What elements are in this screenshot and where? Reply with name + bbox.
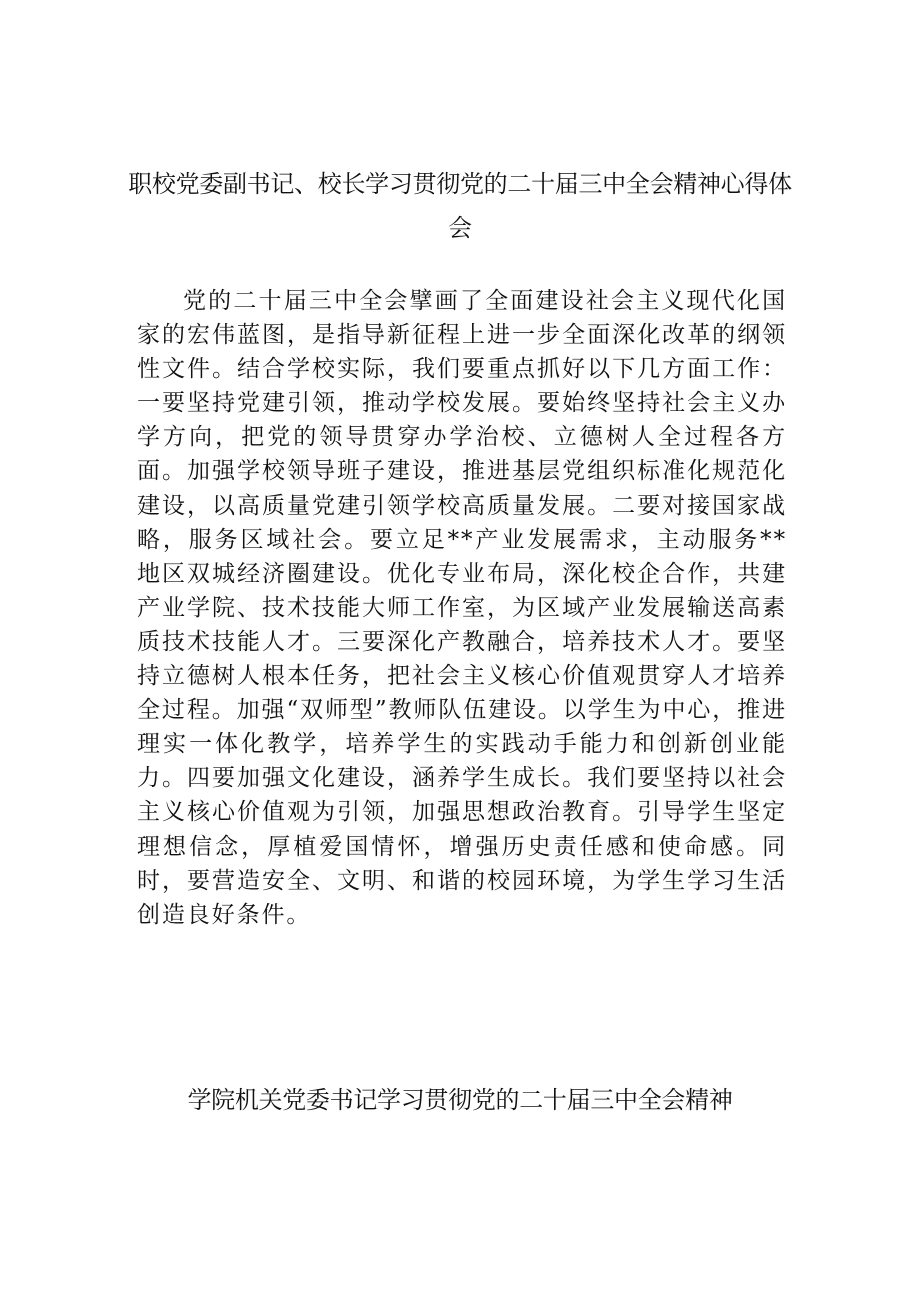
next-article-title: 学院机关党委书记学习贯彻党的二十届三中全会精神 — [187, 1086, 733, 1114]
article-title: 职校党委副书记、校长学习贯彻党的二十届三中全会精神心得体会 — [128, 170, 792, 242]
article-body-paragraph: 党的二十届三中全会擘画了全面建设社会主义现代化国家的宏伟蓝图，是指导新征程上进一步全面深化改革的纲领性文件。结合学校实际，我们要重点抓好以下几方面工作：一要坚持党建引领，推动学校发展。要始终坚持社会主义办学方向，把党的领导贯穿办学治校、立德树人全过程各方面。加强学校领导班子建设，推进基层党组织标准化规范化建设，以高质量党建引领学校高质量发展。二要对接国家战略，服务区域社会。要立足**产业发展需求，主动服务**地区双城经济圈建设。优化专业布局，深化校企合作，共建产业学院、技术技能大师工作室，为区域产业发展输送高素质技术技能人才。三要深化产教融合，培养技术人才。要坚持立德树人根本任务，把社会主义核心价值观贯穿人才培养全过程。加强“双师型”教师队伍建设。以学生为中心，推进理实一体化教学，培养学生的实践动手能力和创新创业能力。四要加强文化建设，涵养学生成长。我们要坚持以社会主义核心价值观为引领，加强思想政治教育。引导学生坚定理想信念，厚植爱国情怀，增强历史责任感和使命感。同时，要营造安全、文明、和谐的校园环境，为学生学习生活创造良好条件。 — [137, 288, 787, 928]
